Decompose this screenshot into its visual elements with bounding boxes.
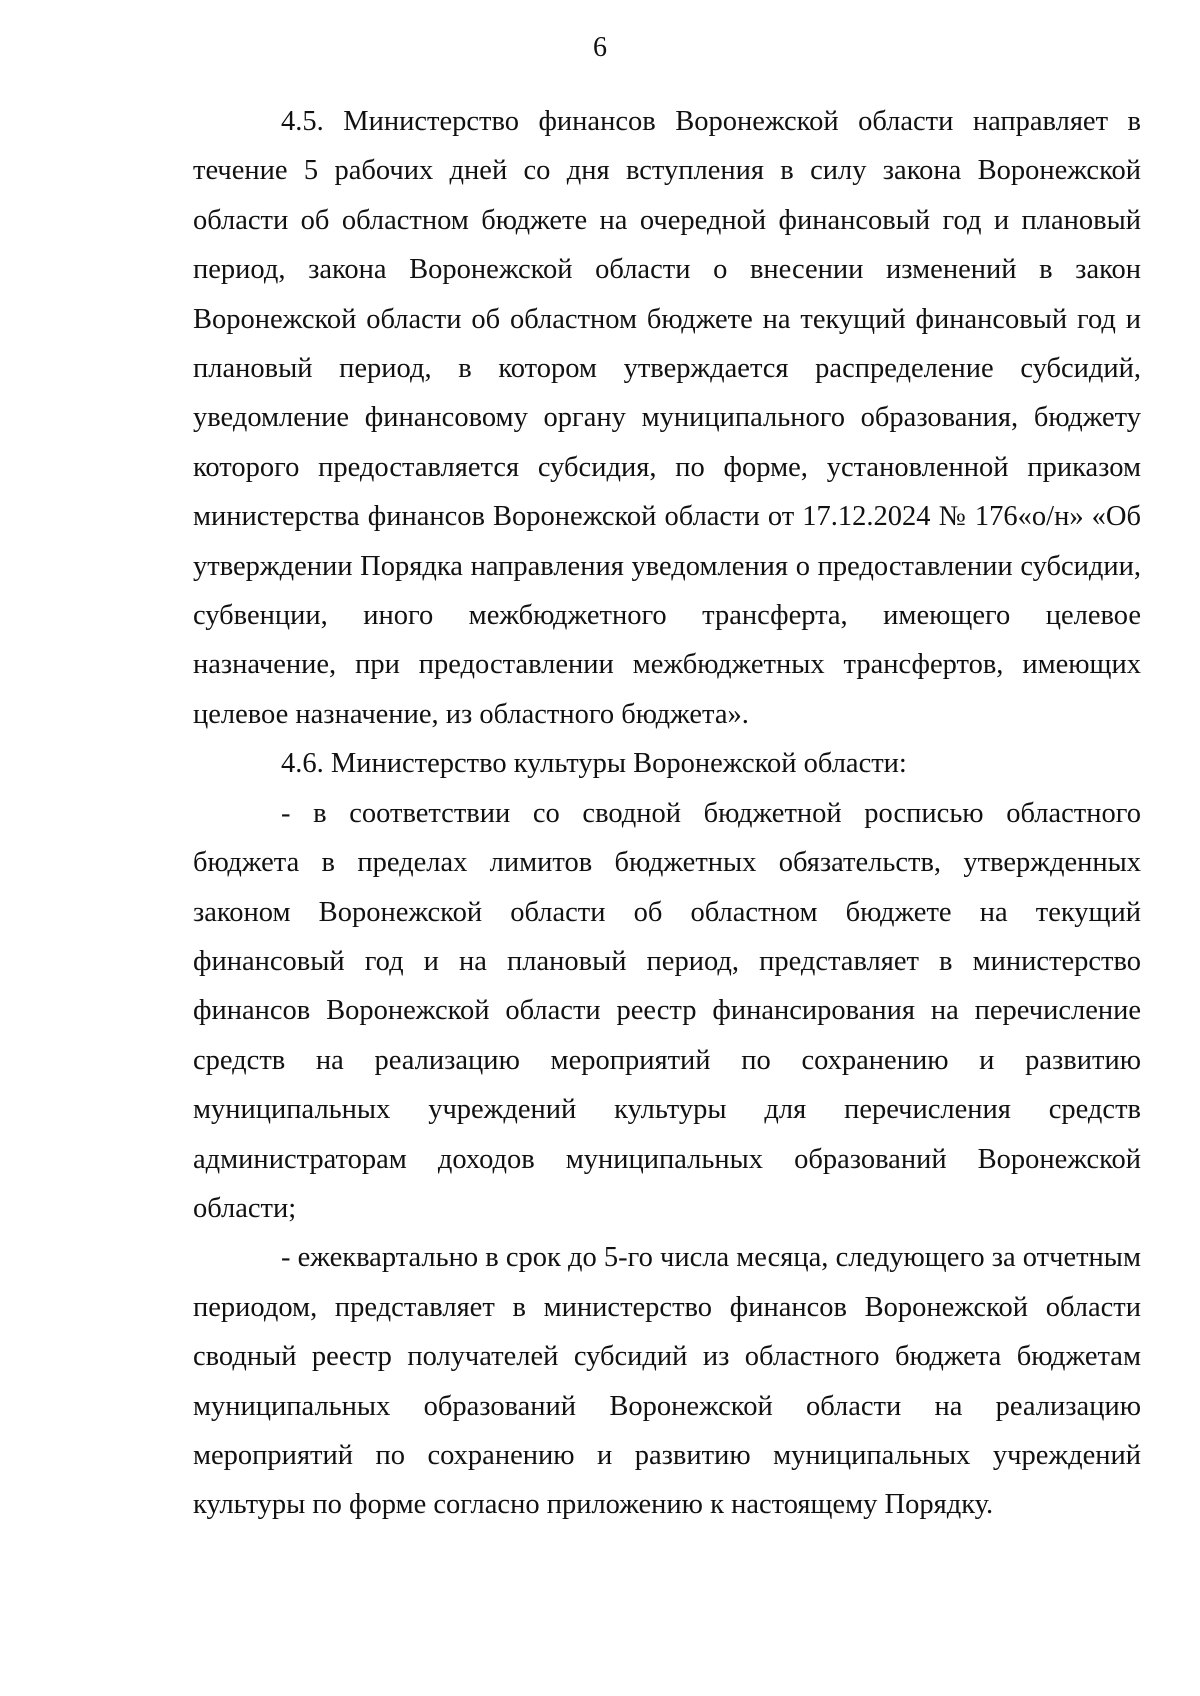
page-number: 6 bbox=[593, 32, 607, 63]
document-body bbox=[193, 97, 1141, 1530]
paragraph-4-5: 4.5. Министерство финансов Воронежской области направляет в течение 5 рабочих дней со дня вступления в силу закона Воронежской области об областном бюджете на очередной финансовый год и плановый период, закона Воронежской области о внесении изменений в закон Воронежской области об областном бюджете на текущий финансовый год и плановый период, в котором утверждается распределение субсидий, уведомление финансовому органу муниципального образования, бюджету которого предоставляется субсидия, по форме, установленной приказом министерства финансов Воронежской области от 17.12.2024 № 176«о/н» «Об утверждении Порядка направления уведомления о предоставлении субсидии, субвенции, иного межбюджетного трансферта, имеющего целевое назначение, при предоставлении межбюджетных трансфертов, имеющих целевое назначение, из областного бюджета». bbox=[193, 106, 1141, 730]
paragraph-4-6-item-1: - в соответствии со сводной бюджетной росписью областного бюджета в пределах лимитов бюджетных обязательств, утвержденных законом Воронежской области об областном бюджете на текущий финансовый год и на плановый период, представляет в министерство финансов Воронежской области реестр финансирования на перечисление средств на реализацию мероприятий по сохранению и развитию муниципальных учреждений культуры для перечисления средств администраторам доходов муниципальных образований Воронежской области; bbox=[193, 797, 1141, 1224]
paragraph-4-6-item-2: - ежеквартально в срок до 5-го числа месяца, следующего за отчетным периодом, представляет в министерство финансов Воронежской области сводный реестр получателей субсидий из областного бюджета бюджетам муниципальных образований Воронежской области на реализацию мероприятий по сохранению и развитию муниципальных учреждений культуры по форме согласно приложению к настоящему Порядку. bbox=[193, 1242, 1141, 1521]
paragraph-4-6-heading: 4.6. Министерство культуры Воронежской области: bbox=[281, 748, 907, 780]
